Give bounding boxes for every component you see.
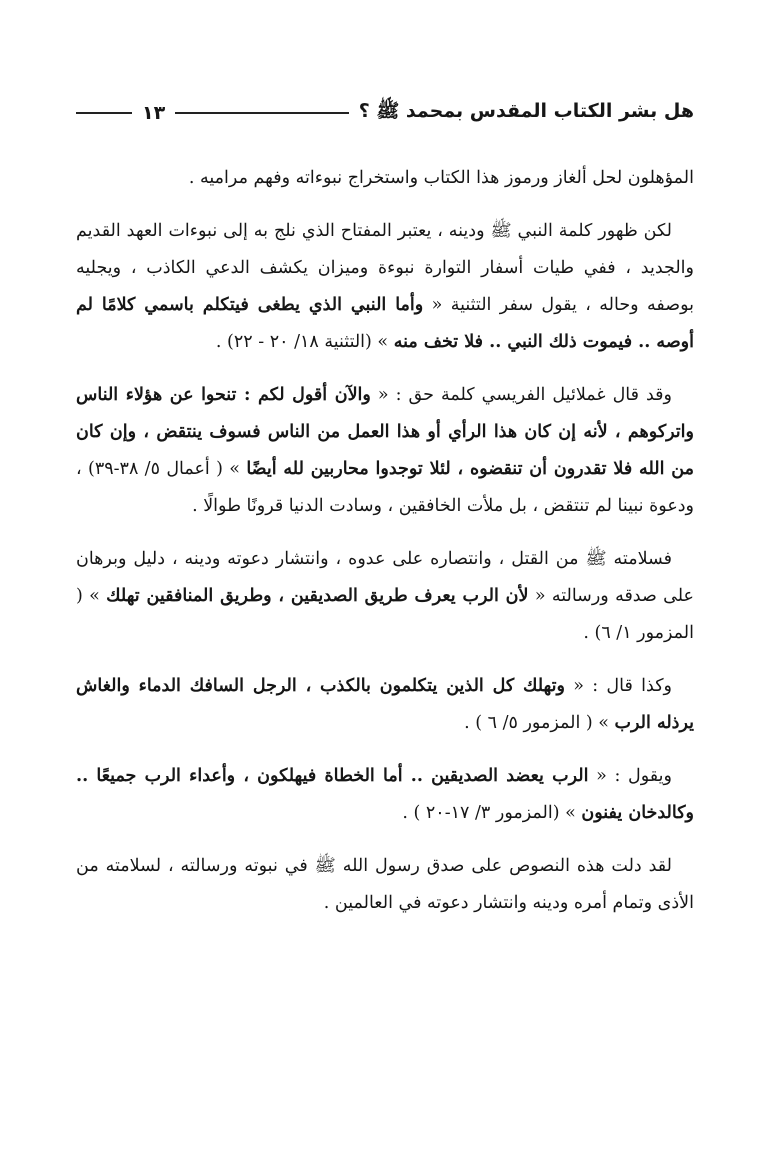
text-segment: فسلامته ﷺ من القتل ، وانتصاره على عدوه ، وانتشار دعوته ودينه ، دليل وبرهان على صدقه ورسالته « [76, 549, 694, 606]
paragraph-1 [76, 160, 694, 197]
paragraph-4 [76, 541, 694, 652]
paragraph-5 [76, 668, 694, 742]
page-number: ١٣ [142, 102, 166, 124]
paragraph-7 [76, 848, 694, 922]
header-title: هل بشر الكتاب المقدس بمحمد ﷺ ؟ [358, 100, 694, 122]
text-segment: ويقول : « [588, 766, 672, 786]
text-segment: وقد قال غملائيل الفريسي كلمة حق : « [370, 385, 673, 405]
text-segment: المؤهلون لحل ألغاز ورموز هذا الكتاب واستخراج نبوءاته وفهم مراميه . [188, 168, 694, 188]
book-page [76, 0, 694, 1169]
header-rule-long [175, 112, 349, 114]
citation: » ( المزمور ٥/ ٦ ) . [464, 713, 615, 733]
bible-quote: لأن الرب يعرف طريق الصديقين ، وطريق المنافقين تهلك [106, 586, 529, 606]
citation: » ( المزمور ١/ ٦) . [76, 586, 694, 643]
citation: » ( أعمال ٥/ ٣٨-٣٩) ، ودعوة نبينا لم تنتقض ، بل ملأت الخافقين ، وسادت الدنيا قرونًا طوالًا . [76, 459, 694, 516]
running-header [76, 96, 694, 130]
paragraph-6 [76, 758, 694, 832]
bible-quote: والآن أقول لكم : تنحوا عن هؤلاء الناس واتركوهم ، لأنه إن كان هذا الرأي أو هذا العمل من الناس فسوف ينتقض ، وإن كان من الله فلا تقدرون أن تنقضوه ، لئلا توجدوا محاربين لله أيضًا [76, 385, 694, 479]
text-segment: وكذا قال : « [564, 676, 672, 696]
body-text [76, 160, 694, 938]
paragraph-2 [76, 213, 694, 361]
citation: » (التثنية ١٨/ ٢٠ - ٢٢) . [215, 332, 394, 352]
bible-quote: وتهلك كل الذين يتكلمون بالكذب ، الرجل السافك الدماء والغاش يرذله الرب [76, 676, 694, 733]
text-segment: لقد دلت هذه النصوص على صدق رسول الله ﷺ في نبوته ورسالته ، لسلامته من الأذى وتمام أمره ودينه وانتشار دعوته في العالمين . [76, 856, 694, 913]
header-rule-short [76, 112, 132, 114]
paragraph-3 [76, 377, 694, 525]
bible-quote: وأما النبي الذي يطغى فيتكلم باسمي كلامًا لم أوصه .. فيموت ذلك النبي .. فلا تخف منه [76, 295, 694, 352]
citation: » (المزمور ٣/ ١٧-٢٠ ) . [402, 803, 582, 823]
text-segment: لكن ظهور كلمة النبي ﷺ ودينه ، يعتبر المفتاح الذي نلج به إلى نبوءات العهد القديم والجديد ، ففي طيات أسفار التوارة نبوءة وميزان يكشف الدعي الكاذب ، ويجليه بوصفه وحاله ، يقول سفر التثنية « [76, 221, 694, 315]
bible-quote: الرب يعضد الصديقين .. أما الخطاة فيهلكون ، وأعداء الرب جميعًا .. وكالدخان يفنون [76, 766, 694, 823]
